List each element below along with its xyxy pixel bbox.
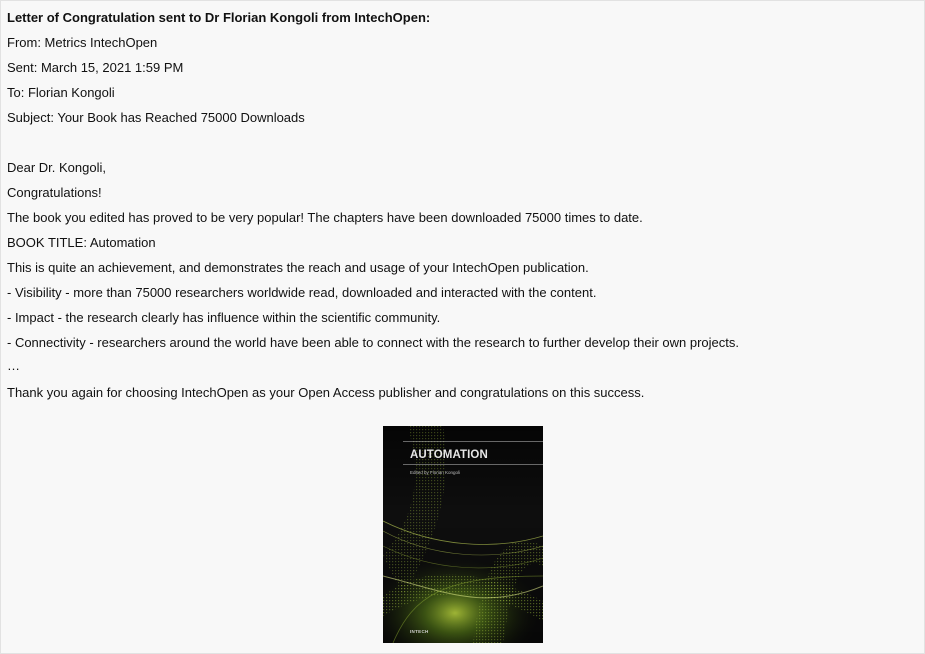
book-cover-title: AUTOMATION <box>410 449 488 461</box>
book-cover-publisher: INTECH <box>410 629 429 634</box>
email-subject: Subject: Your Book has Reached 75000 Downloads <box>7 110 305 125</box>
email-heading: Letter of Congratulation sent to Dr Florian Kongoli from IntechOpen: <box>7 10 431 25</box>
body-connectivity: - Connectivity - researchers around the world have been able to connect with the research to further develop their own projects. <box>7 335 740 350</box>
body-popular: The book you edited has proved to be very popular! The chapters have been downloaded 75000 times to date. <box>7 210 643 225</box>
body-congrats: Congratulations! <box>7 185 102 200</box>
body-thanks: Thank you again for choosing IntechOpen as your Open Access publisher and congratulations on this success. <box>7 385 645 400</box>
body-visibility: - Visibility - more than 75000 researchers worldwide read, downloaded and interacted with the content. <box>7 285 597 300</box>
body-achievement: This is quite an achievement, and demonstrates the reach and usage of your IntechOpen publication. <box>7 260 589 275</box>
body-book-title: BOOK TITLE: Automation <box>7 235 156 250</box>
email-sent: Sent: March 15, 2021 1:59 PM <box>7 60 184 75</box>
email-from: From: Metrics IntechOpen <box>7 35 158 50</box>
book-cover-editor: Edited by Florian Kongoli <box>410 470 461 475</box>
email-to: To: Florian Kongoli <box>7 85 115 100</box>
body-impact: - Impact - the research clearly has influence within the scientific community. <box>7 310 441 325</box>
book-cover <box>383 426 543 643</box>
body-greeting: Dear Dr. Kongoli, <box>7 160 106 175</box>
body-ellipsis: … <box>7 358 20 373</box>
